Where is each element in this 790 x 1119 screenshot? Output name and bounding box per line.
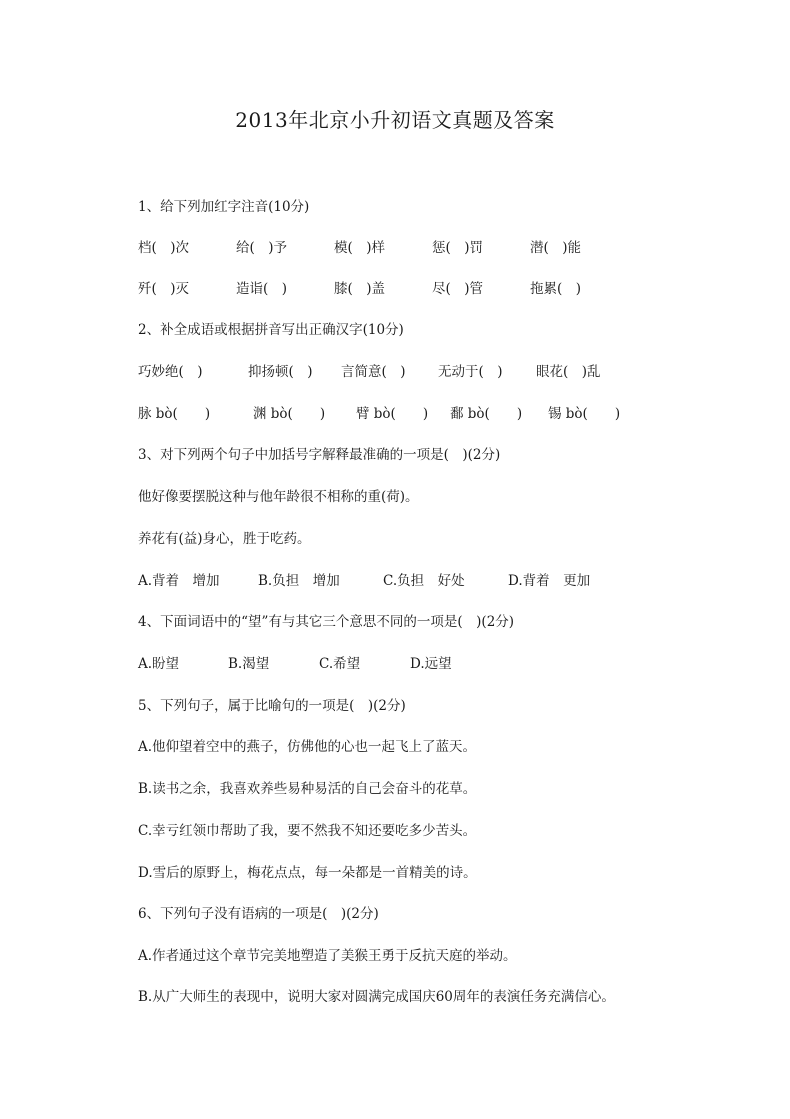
- q2-item: 渊 bò( ): [253, 406, 326, 422]
- q1-item: 歼( )灭: [138, 281, 190, 297]
- q5-heading: 5、下列句子，属于比喻句的一项是( )(2分): [138, 698, 406, 714]
- q2-item: 言简意( ): [341, 364, 406, 380]
- q2-item: 臂 bò( ): [356, 406, 429, 422]
- q4-option: C.希望: [319, 656, 361, 672]
- q3-option: C.负担 好处: [383, 573, 465, 589]
- q2-item: 眼花( )乱: [536, 364, 601, 380]
- q4-heading: 4、下面词语中的“望”有与其它三个意思不同的一项是( )(2分): [138, 614, 515, 630]
- q2-item: 抑扬顿( ): [248, 364, 313, 380]
- q3-option: D.背着 更加: [508, 573, 591, 589]
- q5-option-a: A.他仰望着空中的燕子，仿佛他的心也一起飞上了蓝天。: [138, 739, 477, 755]
- q1-item: 拖累( ): [530, 281, 582, 297]
- q4-option: D.远望: [410, 656, 452, 672]
- q1-item: 潜( )能: [530, 240, 582, 256]
- q3-heading: 3、对下列两个句子中加括号字解释最准确的一项是( )(2分): [138, 447, 501, 463]
- q1-item: 档( )次: [138, 240, 190, 256]
- q3-sentence-2: 养花有(益)身心，胜于吃药。: [138, 531, 311, 547]
- q6-heading: 6、下列句子没有语病的一项是( )(2分): [138, 906, 379, 922]
- q4-option: B.渴望: [228, 656, 270, 672]
- document-title: 2013年北京小升初语文真题及答案: [235, 108, 555, 132]
- q5-option-d: D.雪后的原野上，梅花点点，每一朵都是一首精美的诗。: [138, 865, 477, 881]
- q1-item: 膝( )盖: [334, 281, 386, 297]
- q6-option-a: A.作者通过这个章节完美地塑造了美猴王勇于反抗天庭的举动。: [138, 948, 517, 964]
- q1-item: 惩( )罚: [432, 240, 484, 256]
- q1-heading: 1、给下列加红字注音(10分): [138, 199, 310, 215]
- q2-item: 鄱 bò( ): [450, 406, 523, 422]
- q2-item: 无动于( ): [438, 364, 503, 380]
- q1-item: 尽( )管: [432, 281, 484, 297]
- q2-item: 巧妙绝( ): [138, 364, 203, 380]
- q3-sentence-1: 他好像要摆脱这种与他年龄很不相称的重(荷)。: [138, 489, 419, 505]
- q3-option: B.负担 增加: [258, 573, 340, 589]
- q2-row2: [138, 405, 658, 531]
- q4-option: A.盼望: [138, 656, 180, 672]
- q2-item: 锡 bò( ): [548, 406, 621, 422]
- q1-item: 造诣( ): [236, 281, 288, 297]
- q2-item: 脉 bò( ): [138, 406, 211, 422]
- q6-option-b: B.从广大师生的表现中，说明大家对圆满完成国庆60周年的表演任务充满信心。: [138, 989, 615, 1005]
- q1-item: 给( )予: [236, 240, 288, 256]
- q1-item: 模( )样: [334, 240, 386, 256]
- q5-option-c: C.幸亏红领巾帮助了我，要不然我不知还要吃多少苦头。: [138, 823, 477, 839]
- q2-heading: 2、补全成语或根据拼音写出正确汉字(10分): [138, 322, 404, 338]
- q5-option-b: B.读书之余，我喜欢养些易种易活的自己会奋斗的花草。: [138, 781, 477, 797]
- q3-option: A.背着 增加: [138, 573, 220, 589]
